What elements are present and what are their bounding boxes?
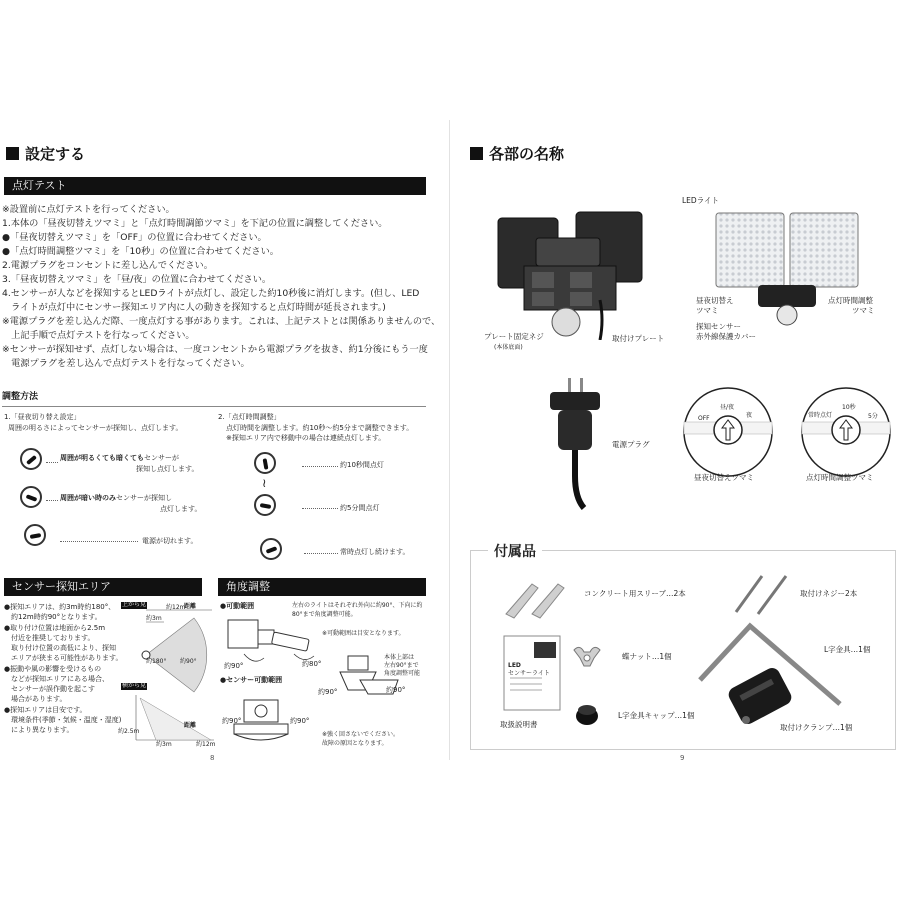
day-night-knob-2 [20,486,42,508]
right-page [450,0,900,900]
accessory-cap: L字金具キャップ…1個 [618,711,695,720]
dial2-label: 点灯時間調整ツマミ [806,473,874,482]
angle-90: 約90° [180,658,197,665]
accessory-l-bracket: L字金具…1個 [824,645,871,654]
top-view-tag: 上から見 [122,601,147,608]
angle-90-c: 約90° [386,686,406,694]
leader-dots [302,508,338,509]
body-note-1: 本体上部は [384,654,415,661]
angle-note: ※可動範囲は目安となります。 [322,630,405,637]
day-night-row-1b: 探知し点灯します。 [136,465,199,473]
accessory-manual: 取扱説明書 [500,720,538,729]
angle-desc-2: 80°まで角度調整可能。 [292,611,357,618]
test-bar: 点灯テスト [4,177,426,195]
day-night-knob-3 [24,524,46,546]
power-plug [546,376,616,510]
test-line: ●「昼夜切替えツマミ」を「OFF」の位置に合わせてください。 [2,232,267,243]
dial1-night: 夜 [746,412,753,419]
angle-90-b: 約90° [318,688,338,696]
day-night-row-2b: 点灯します。 [160,505,202,513]
day-night-row-2: 周囲が暗い時のみセンサーが探知し [60,494,172,502]
sensor-movable: ●センサー可動範囲 [220,676,283,684]
angle-movable: ●可動範囲 [220,602,255,610]
time-desc-1: 点灯時間を調整します。約10秒～約5分まで調整できます。 [226,424,414,432]
dial2-always: 常時点灯 [808,412,833,419]
plug-label: 電源プラグ [612,440,650,449]
sensor-label-1: 探知センサー [696,322,741,331]
test-line: 2.電源プラグをコンセントに差し込んでください。 [2,260,213,271]
bottom-12m: 約12m [196,741,216,748]
leader-dots [46,500,58,501]
time-desc-2: ※探知エリア内で移動中の場合は連続点灯します。 [226,434,386,442]
angle-90-d: 約90° [222,717,242,725]
adjust-title: 調整方法 [2,392,39,402]
time-row-2: 約5分間点灯 [340,504,380,512]
test-line: 上記手順で点灯テストを行なってください。 [2,330,195,341]
accessory-sleeve: コンクリート用スリーブ…2本 [584,589,686,598]
angle-80: 約80° [302,660,322,668]
time-knob-2 [254,494,276,516]
day-night-knob-label-2: ツマミ [696,306,719,315]
range-12m: 約12m [166,604,186,611]
height-label: 約2.5m [118,728,140,735]
accessory-wing-nut: 蝶ナット…1個 [622,652,672,661]
left-page: 設定する 点灯テスト ※設置前に点灯テストを行ってください。 1.本体の「昼夜切替えツマミ」と「点灯時間調節ツマミ」を下記の位置に調整してください。 ●「昼夜切替えツマミ」を「OFF」の位置に合わせてください。 ●「点灯時間調整ツマミ」を「10秒」の位置に合わせてください。 2.電源プラグをコンセントに差し込んでください。 3.「昼夜切替えツマミ」を「昼/夜」の位置に合わせてください。 4.センサーが人などを探知するとLEDライトが点灯し、設定した約10秒後に消灯します。(但し、LED ライトが点灯中にセンサー探知エリア内に人の動きを探知すると点灯時間が延長されます。) ※電源プラグを差し込んだ際、一度点灯する事があります。これは、上記テストとは関係ありませんので、 上記手順で点灯テストを行なってください。 ※センサーが探知せず、点灯しない場合は、一度コンセントから電源プラグを抜き、約1分後にもう一度 電源プラグを差し込んで点灯テストを行なってください。 調整方法 1.「昼夜切り替え設定」 周囲の明るさによってセンサーが探知し、点灯します。 周囲が明るくても暗くてもセンサーが 探知し点灯します。 周囲が暗い時のみセンサーが探知し 点灯します。 電源が切れます。 2.「点灯時間調整」 点灯時間を調整します。約10秒～約5分まで調整できます。 ※探知エリア内で移動中の場合は連続点灯します。 約10秒間点灯 ≀ 約5分間点灯 常時点灯し続けます。 センサー探知エリア ●探知エリアは、約3m時約180°、 約12m時約90°となります。 ●取り付け位置は地面から2.5m 付近を推奨しております。 取り付け位置の高低により、探知 エリアが狭まる可能性があります。 ●振動や風の影響を受けるもの などが探知エリアにある場合、 センサーが誤作動を起こす 場合があります。 ●探知エリアは目安です。 環境条件(季節・気候・温度・湿度) により異なります。 上から見 横から見 距離 約12m 約3m 約180° 約90° 距離 約2.5m 約3m 約12m 角度調整 ●可動範囲 左右のライトはそれぞれ外向に約90°、下向に約 80°まで角度調整可能。 ※可動範囲は目安となります。 約90° 約80° ●センサー可動範囲 本体上部は 左右90°まで 角度調整可能 約90° 約90° 約90° 約90° ※強く回さないでください。 故障の原因となります。 8 [2,145,441,762]
angle-bar: 角度調整 [218,578,426,596]
test-line: ●「点灯時間調整ツマミ」を「10秒」の位置に合わせてください。 [2,246,279,257]
range-3m: 約3m [146,615,162,622]
time-knob-label-2: ツマミ [852,306,875,315]
manual-title: センサーライト [508,670,550,677]
dial1-off: OFF [698,415,710,422]
day-night-knob-1 [20,448,42,470]
day-night-heading: 1.「昼夜切り替え設定」 [4,413,81,421]
distance-label: 距離 [184,603,197,610]
test-line: 1.本体の「昼夜切替えツマミ」と「点灯時間調節ツマミ」を下記の位置に調整してください。 [2,218,388,229]
plate-screw-sub: (本体底面) [494,344,523,351]
angle-180: 約180° [146,658,167,665]
leader-dots [60,541,138,542]
dial1-label: 昼夜切替えツマミ [694,473,754,482]
dial2-10s: 10秒 [842,404,856,411]
test-line: 4.センサーが人などを探知するとLEDライトが点灯し、設定した約10秒後に消灯します。(但し、LED [2,288,420,299]
mount-plate-label: 取付けプレート [612,334,665,343]
device-bottom-view [496,210,646,340]
angle-desc-1: 左右のライトはそれぞれ外向に約90°、下向に約 [292,602,423,609]
bottom-3m: 約3m [156,741,172,748]
sleeve-icon [502,576,576,620]
section-title-parts: 各部の名称 [470,143,564,164]
accessories-title: 付属品 [488,541,542,561]
day-night-row-1: 周囲が明るくても暗くてもセンサーが [60,454,179,462]
plate-screw-label: プレート固定ネジ [484,332,544,341]
wing-nut-icon [572,642,602,668]
body-note-3: 角度調整可能 [384,670,421,677]
day-night-desc: 周囲の明るさによってセンサーが探知し、点灯します。 [8,424,183,432]
manual-brand: LED [508,662,521,669]
body-note-2: 左右90°まで [384,662,419,669]
sensor-bar: センサー探知エリア [4,578,202,596]
page-number-left: 8 [210,754,215,762]
test-line: ※設置前に点灯テストを行ってください。 [2,204,175,215]
dial1-daynight: 昼/夜 [720,404,735,411]
day-night-dial [682,386,774,478]
test-line: 3.「昼夜切替えツマミ」を「昼/夜」の位置に合わせてください。 [2,274,272,285]
time-row-3: 常時点灯し続けます。 [340,548,410,556]
time-row-1: 約10秒間点灯 [340,461,384,469]
angle-90-e: 約90° [290,717,310,725]
side-view-tag: 横から見 [122,682,147,689]
time-knob-1 [254,452,276,474]
leader-dots [304,553,338,554]
accessory-clamp: 取付けクランプ…1個 [780,723,853,732]
sensor-label-2: 赤外線保護カバー [696,332,756,341]
dial2-5min: 5分 [868,413,878,420]
test-line: ※センサーが探知せず、点灯しない場合は、一度コンセントから電源プラグを抜き、約1分後にもう一度 [2,344,428,355]
time-knob-label-1: 点灯時間調整 [828,296,873,305]
day-night-row-3: 電源が切れます。 [142,537,198,545]
test-line: ※電源プラグを差し込んだ際、一度点灯する事があります。これは、上記テストとは関係ありませんので、 [2,316,441,327]
title-square-icon [6,147,19,160]
angle-foot-1: ※強く回さないでください。 [322,731,400,738]
adjust-rule [2,406,426,407]
time-knob-3 [260,538,282,560]
time-dial [800,386,892,478]
leader-dots [46,462,58,463]
distance-label-2: 距離 [184,722,197,729]
page-number-right: 9 [680,754,685,762]
led-light-label: LEDライト [682,196,719,205]
section-title-setup: 設定する [6,143,85,164]
title-square-icon [470,147,483,160]
wave-icon: ≀ [262,476,267,490]
test-line: ライトが点灯中にセンサー探知エリア内に人の動きを探知すると点灯時間が延長されます。) [2,302,386,313]
angle-foot-2: 故障の原因となります。 [322,740,388,747]
time-heading: 2.「点灯時間調整」 [218,413,281,421]
test-line: 電源プラグを差し込んで点灯テストを行なってください。 [2,358,250,369]
screw-icon [730,570,794,616]
leader-dots [302,466,338,467]
day-night-knob-label-1: 昼夜切替え [696,296,734,305]
bracket-cap-icon [574,700,600,726]
angle-90-a: 約90° [224,662,244,670]
accessory-screw: 取付けネジー2本 [800,589,858,598]
